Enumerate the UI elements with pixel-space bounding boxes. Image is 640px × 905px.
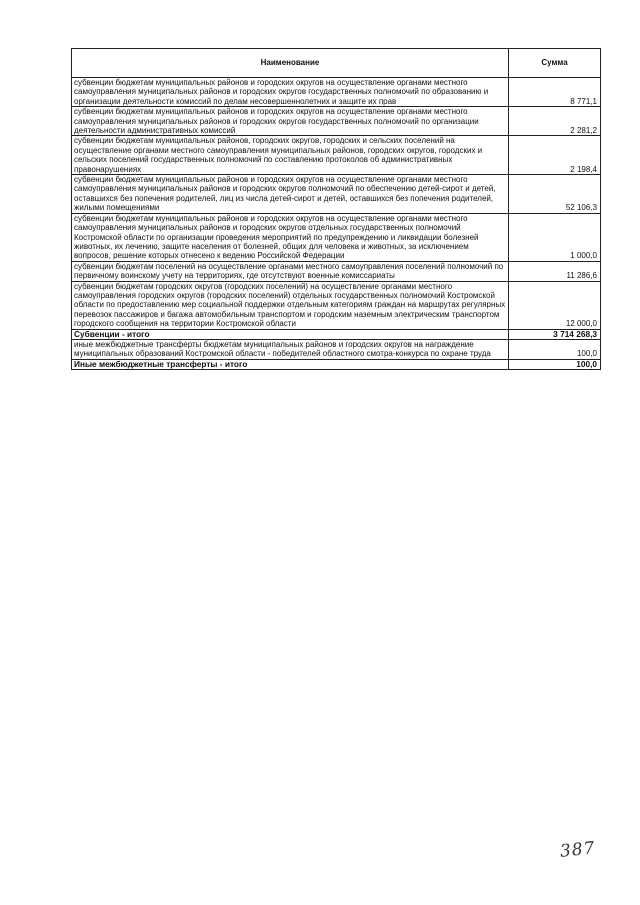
subtotal-name: Субвенции - итого [72,329,509,339]
row-sum: 2 198,4 [509,136,601,175]
table-row [72,339,601,359]
row-name: субвенции бюджетам городских округов (городских поселений) на осуществление органами местного самоуправления городских округов (городских поселений) отдельных государственных полномочий Костромской области по предоставлению мер социальной поддержки отдельным категориям граждан на маршрутах регулярных перевозок пассажиров и багажа автомобильным транспортом и городским наземным электрическим транспортом городского сообщения на территории Костромской области [72,281,509,329]
table-row [72,136,601,175]
row-sum: 8 771,1 [509,78,601,107]
other-total-sum: 100,0 [509,359,601,369]
column-header-name: Наименование [72,49,509,78]
row-sum: 2 281,2 [509,107,601,136]
row-name: иные межбюджетные трансферты бюджетам муниципальных районов и городских округов на награждение муниципальных образований Костромской области - победителей областного смотра-конкурса по охране труда [72,339,509,359]
column-header-sum: Сумма [509,49,601,78]
other-total-name: Иные межбюджетные трансферты - итого [72,359,509,369]
row-sum: 1 000,0 [509,213,601,261]
row-sum: 100,0 [509,339,601,359]
table-row [72,175,601,214]
row-sum: 52 106,3 [509,175,601,214]
table-header-row [72,49,601,78]
row-name: субвенции бюджетам муниципальных районов, городских округов, городских и сельских поселений на осуществление органами местного самоуправления муниципальных районов, городских округов, городских и сельских поселений государственных полномочий по составлению протоколов об административных правонарушениях [72,136,509,175]
row-name: субвенции бюджетам муниципальных районов и городских округов на осуществление органами местного самоуправления муниципальных районов и городских округов государственных полномочий по организации деятельности административных комиссий [72,107,509,136]
row-name: субвенции бюджетам поселений на осуществление органами местного самоуправления поселений полномочий по первичному воинскому учету на территориях, где отсутствуют военные комиссариаты [72,261,509,281]
table-row [72,78,601,107]
subtotal-row [72,329,601,339]
table-row [72,107,601,136]
table-row [72,213,601,261]
other-total-row [72,359,601,369]
row-sum: 11 286,6 [509,261,601,281]
table-row [72,261,601,281]
subtotal-sum: 3 714 268,3 [509,329,601,339]
row-sum: 12 000,0 [509,281,601,329]
row-name: субвенции бюджетам муниципальных районов и городских округов на осуществление органами местного самоуправления муниципальных районов и городских округов отдельных государственных полномочий Костромской области по организации проведения мероприятий по предупреждению и ликвидации болезней животных, их лечению, защите населения от болезней, общих для человека и животных, за исключением вопросов, решение которых отнесено к ведению Российской Федерации [72,213,509,261]
table-row [72,281,601,329]
row-name: субвенции бюджетам муниципальных районов и городских округов на осуществление органами местного самоуправления муниципальных районов и городских округов полномочий по обеспечению детей-сирот и детей, оставшихся без попечения родителей, лиц из числа детей-сирот и детей, оставшихся без попечения родителей, жилыми помещениями [72,175,509,214]
handwritten-page-number: 387 [559,838,597,862]
budget-table [71,48,601,370]
row-name: субвенции бюджетам муниципальных районов и городских округов на осуществление органами местного самоуправления муниципальных районов и городских округов государственных полномочий по образованию и организации деятельности комиссий по делам несовершеннолетних и защите их прав [72,78,509,107]
